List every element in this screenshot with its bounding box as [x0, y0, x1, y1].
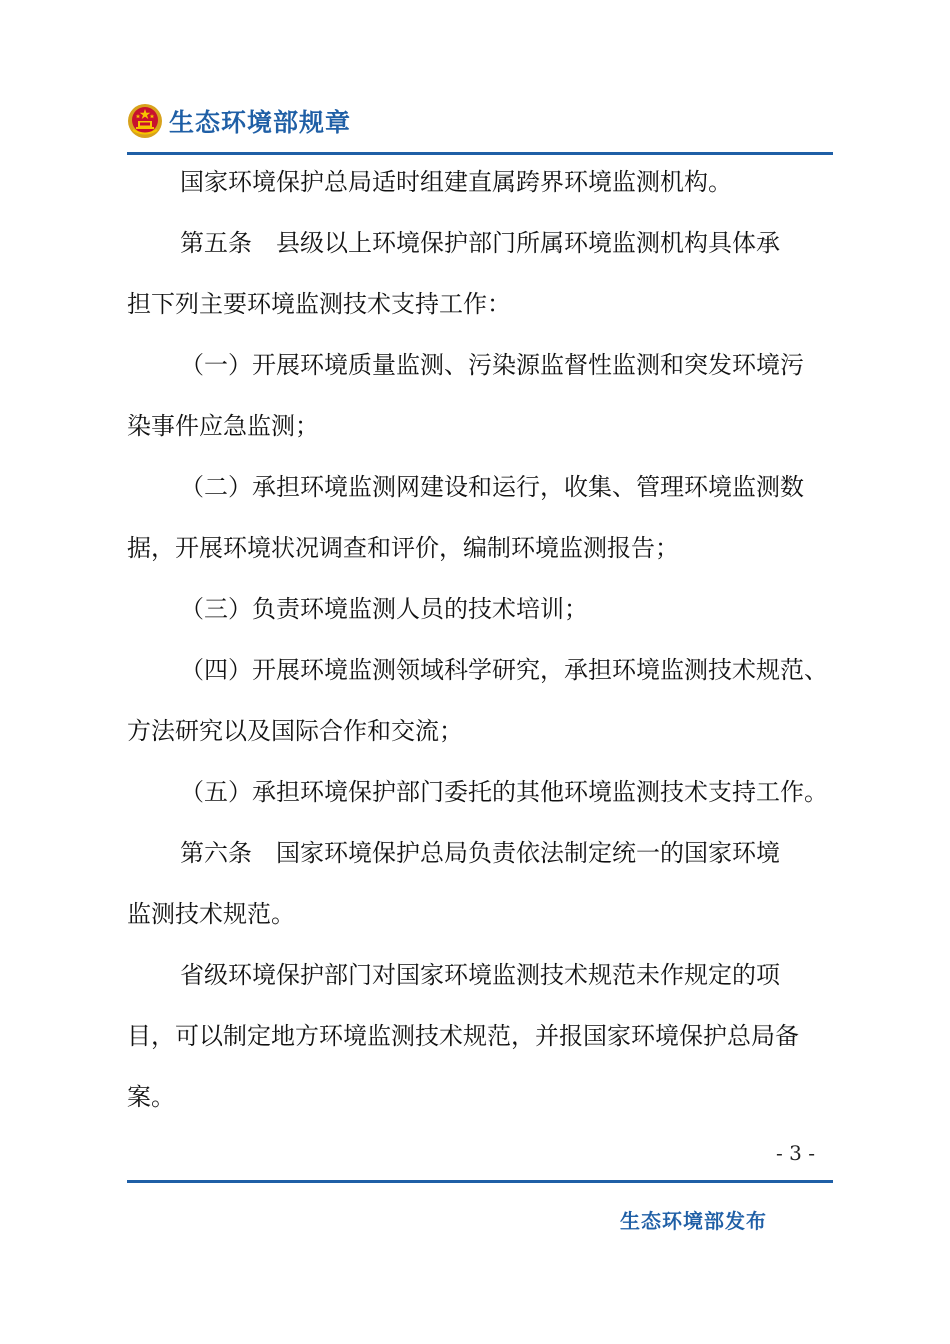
paragraph-line: 国家环境保护总局适时组建直属跨界环境监测机构。 — [180, 168, 732, 196]
paragraph-line: （三）负责环境监测人员的技术培训； — [180, 595, 588, 623]
paragraph-line: （一）开展环境质量监测、污染源监督性监测和突发环境污 — [180, 351, 804, 379]
paragraph-line: 案。 — [127, 1083, 175, 1111]
paragraph-line: （五）承担环境保护部门委托的其他环境监测技术支持工作。 — [180, 778, 828, 806]
paragraph-line: 据，开展环境状况调查和评价，编制环境监测报告； — [127, 534, 679, 562]
page-header — [127, 96, 351, 146]
footer-divider — [127, 1180, 833, 1183]
paragraph-line: 担下列主要环境监测技术支持工作： — [127, 290, 511, 318]
national-emblem-icon — [127, 103, 163, 139]
page-number: - 3 - — [776, 1141, 815, 1165]
paragraph-line: （四）开展环境监测领域科学研究，承担环境监测技术规范、 — [180, 656, 828, 684]
paragraph-line: 监测技术规范。 — [127, 900, 295, 928]
paragraph-line: 第六条 国家环境保护总局负责依法制定统一的国家环境 — [180, 839, 780, 867]
paragraph-line: 省级环境保护部门对国家环境监测技术规范未作规定的项 — [180, 961, 780, 989]
paragraph-line: （二）承担环境监测网建设和运行，收集、管理环境监测数 — [180, 473, 804, 501]
paragraph-line: 染事件应急监测； — [127, 412, 319, 440]
paragraph-line: 第五条 县级以上环境保护部门所属环境监测机构具体承 — [180, 229, 780, 257]
paragraph-line: 方法研究以及国际合作和交流； — [127, 717, 463, 745]
page-header-title: 生态环境部规章 — [169, 108, 352, 137]
footer-publisher: 生态环境部发布 — [620, 1209, 767, 1233]
paragraph-line: 目，可以制定地方环境监测技术规范，并报国家环境保护总局备 — [127, 1022, 799, 1050]
